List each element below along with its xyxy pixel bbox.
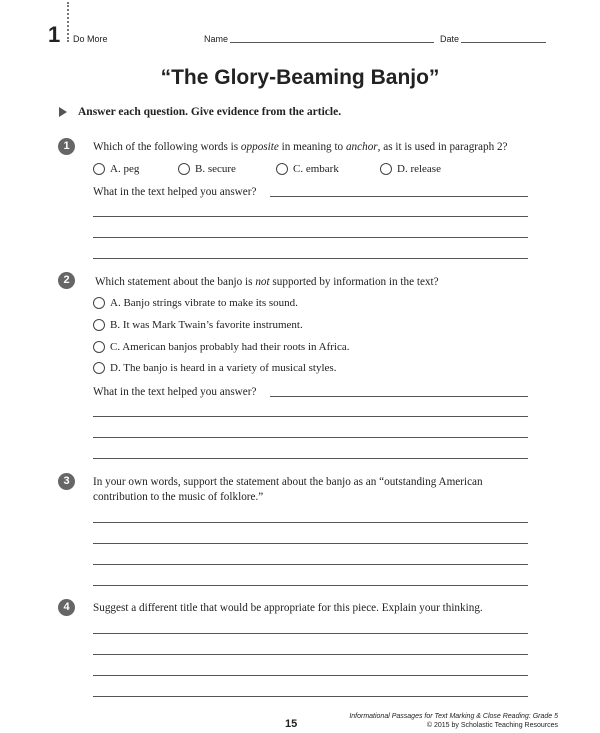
name-field[interactable]: [230, 42, 434, 43]
unit-number: 1: [48, 22, 61, 47]
radio-circle-icon[interactable]: [276, 163, 288, 175]
question-number-badge: 2: [58, 272, 75, 289]
q2-option-d[interactable]: D. The banjo is heard in a variety of musical styles.: [93, 362, 336, 374]
credit-text: [349, 712, 558, 730]
play-triangle-icon: [59, 107, 67, 117]
answer-line[interactable]: [93, 216, 528, 217]
question-number-badge: 4: [58, 599, 75, 616]
question-number-badge: 3: [58, 473, 75, 490]
answer-line[interactable]: [93, 258, 528, 259]
question-2-text: Which statement about the banjo is not supported by information in the text?: [95, 276, 439, 288]
radio-circle-icon[interactable]: [93, 297, 105, 309]
q1-evidence-prompt: What in the text helped you answer?: [93, 186, 257, 198]
date-field[interactable]: [461, 42, 546, 43]
answer-line[interactable]: [93, 543, 528, 544]
answer-line[interactable]: [93, 585, 528, 586]
answer-line[interactable]: [93, 416, 528, 417]
radio-circle-icon[interactable]: [93, 362, 105, 374]
question-1-text: Which of the following words is opposite in meaning to anchor, as it is used in paragraph 2?: [93, 141, 508, 153]
radio-circle-icon[interactable]: [93, 163, 105, 175]
answer-line[interactable]: [93, 633, 528, 634]
answer-line[interactable]: [93, 564, 528, 565]
question-3-text-line1: In your own words, support the statement about the banjo as an “outstanding American: [93, 476, 483, 488]
radio-circle-icon[interactable]: [380, 163, 392, 175]
credit-line-1: Informational Passages for Text Marking & Close Reading: Grade 5: [349, 713, 558, 720]
q2-evidence-prompt: What in the text helped you answer?: [93, 386, 257, 398]
q1-option-b[interactable]: B. secure: [178, 163, 236, 175]
unit-label: Do More: [73, 34, 108, 44]
page-number: 15: [285, 718, 298, 730]
margin-dotted-line: [67, 2, 69, 42]
question-3-text-line2: contribution to the music of folklore.”: [93, 491, 264, 503]
question-4-text: Suggest a different title that would be appropriate for this piece. Explain your thinking.: [93, 602, 483, 614]
question-number-badge: 1: [58, 138, 75, 155]
date-label: Date: [440, 34, 460, 44]
answer-line[interactable]: [93, 437, 528, 438]
answer-line[interactable]: [93, 237, 528, 238]
radio-circle-icon[interactable]: [93, 341, 105, 353]
radio-circle-icon[interactable]: [93, 319, 105, 331]
q2-option-a[interactable]: A. Banjo strings vibrate to make its sound.: [93, 297, 298, 309]
q1-option-d[interactable]: D. release: [380, 163, 441, 175]
page-title: “The Glory-Beaming Banjo”: [160, 66, 440, 89]
name-label: Name: [204, 34, 229, 44]
q1-option-c[interactable]: C. embark: [276, 163, 339, 175]
credit-line-2: © 2015 by Scholastic Teaching Resources: [426, 722, 558, 729]
answer-line[interactable]: [93, 696, 528, 697]
q2-option-c[interactable]: C. American banjos probably had their roots in Africa.: [93, 341, 350, 353]
q2-evidence-line[interactable]: [270, 396, 528, 397]
answer-line[interactable]: [93, 654, 528, 655]
radio-circle-icon[interactable]: [178, 163, 190, 175]
instructions: Answer each question. Give evidence from the article.: [78, 106, 342, 118]
answer-line[interactable]: [93, 522, 528, 523]
q2-option-b[interactable]: B. It was Mark Twain’s favorite instrument.: [93, 319, 303, 331]
q1-evidence-line[interactable]: [270, 196, 528, 197]
q1-option-a[interactable]: A. peg: [93, 163, 139, 175]
answer-line[interactable]: [93, 675, 528, 676]
answer-line[interactable]: [93, 458, 528, 459]
